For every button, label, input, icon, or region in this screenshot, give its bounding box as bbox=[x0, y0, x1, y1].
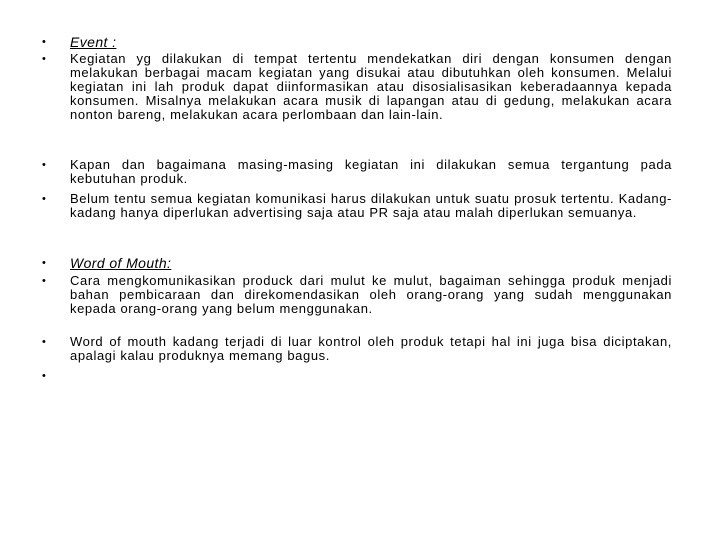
word-of-mouth-control-paragraph: Word of mouth kadang terjadi di luar kontrol oleh produk tetapi hal ini juga bisa diciptakan, apalagi kalau produknya memang bagus. bbox=[70, 334, 672, 363]
communication-paragraph: Belum tentu semua kegiatan komunikasi harus dilakukan untuk suatu prosuk tertentu. Kadang-kadang hanya diperlukan advertising saja atau PR saja atau malah diperlukan semuanya. bbox=[70, 191, 672, 220]
bullet-marker: • bbox=[42, 275, 46, 287]
event-description: Kegiatan yg dilakukan di tempat tertentu mendekatkan diri dengan konsumen dengan melakukan berbagai macam kegiatan yang disukai atau dibutuhkan oleh konsumen. Melalui kegiatan ini lah produk dapat diinformasikan atau disosialisasikan keberadaannya kepada konsumen. Misalnya melakukan acara musik di lapangan atau di gedung, melakukan acara nonton bareng, melakukan acara perlombaan dan lain-lain. bbox=[70, 51, 672, 122]
bullet-marker: • bbox=[42, 370, 46, 382]
bullet-marker: • bbox=[42, 193, 46, 205]
bullet-marker: • bbox=[42, 159, 46, 171]
bullet-marker: • bbox=[42, 336, 46, 348]
bullet-marker: • bbox=[42, 53, 46, 65]
bullet-marker: • bbox=[42, 36, 46, 48]
event-heading: Event : bbox=[70, 34, 117, 50]
word-of-mouth-description: Cara mengkomunikasikan produck dari mulut ke mulut, bagaiman sehingga produk menjadi bahan pembicaraan dan direkomendasikan oleh orang-orang yang sudah menggunakan kepada orang-orang yang belum menggunakan. bbox=[70, 273, 672, 316]
bullet-marker: • bbox=[42, 257, 46, 269]
word-of-mouth-heading: Word of Mouth: bbox=[70, 255, 172, 271]
timing-paragraph: Kapan dan bagaimana masing-masing kegiatan ini dilakukan semua tergantung pada kebutuhan produk. bbox=[70, 157, 672, 186]
